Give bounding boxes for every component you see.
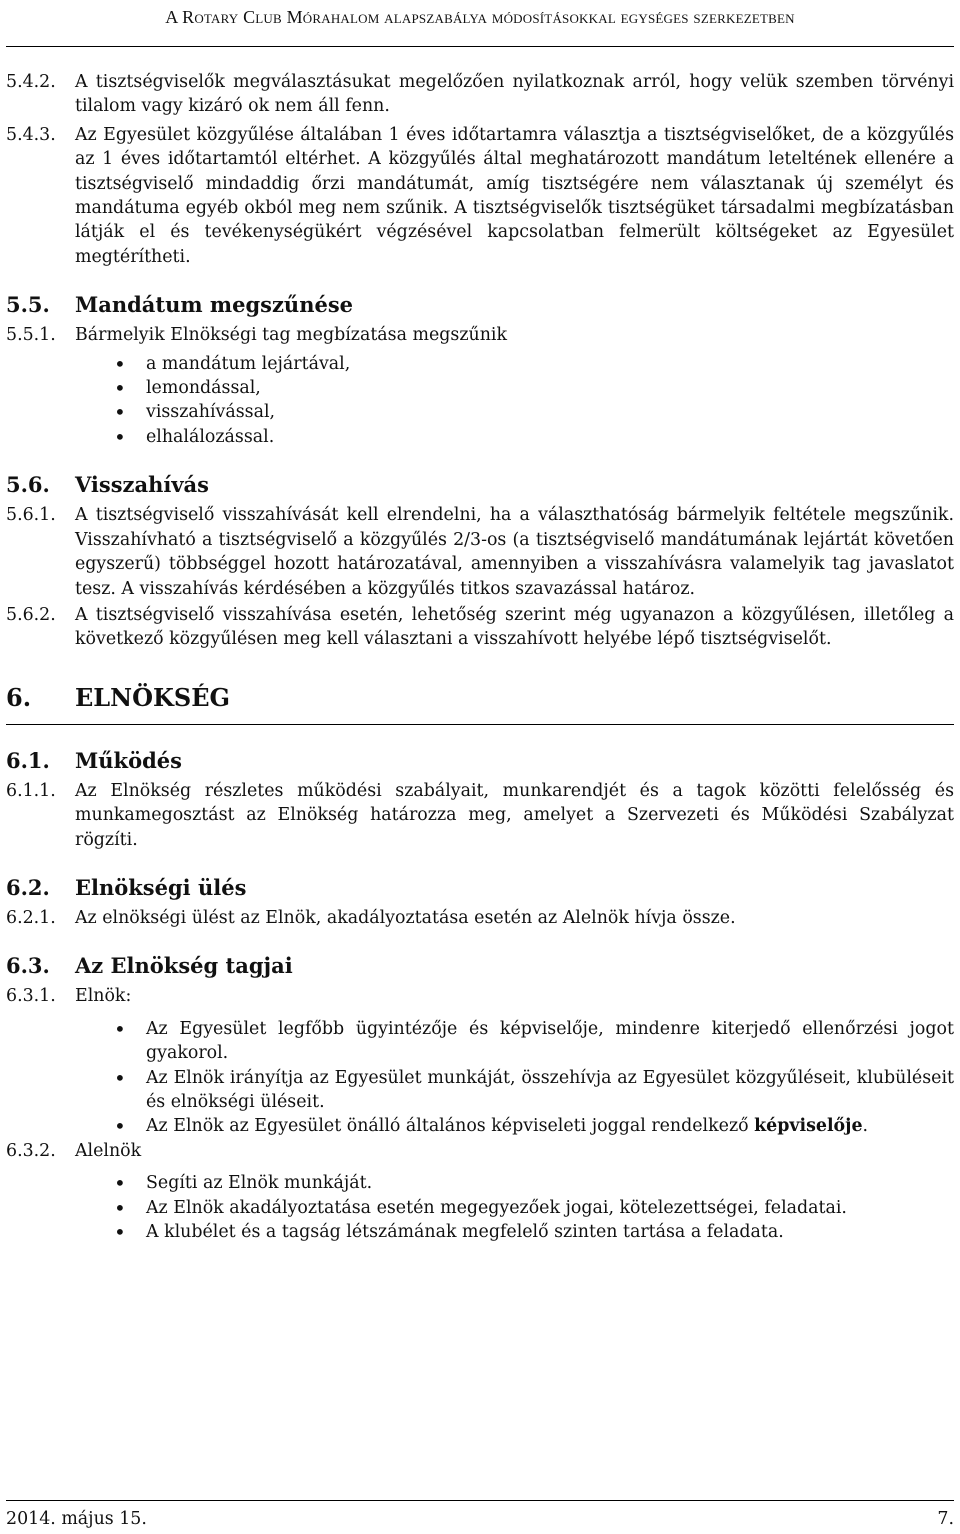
list-item: • lemondással, (114, 376, 954, 400)
heading-6-1 (6, 747, 954, 775)
heading-title: ELNÖKSÉG (75, 682, 230, 712)
paragraph-5-5-1 (6, 323, 954, 347)
heading-6-2 (6, 874, 954, 902)
paragraph-6-1-1 (6, 779, 954, 852)
heading-5-5 (6, 291, 954, 319)
paragraph-text: Alelnök (75, 1140, 142, 1161)
paragraph-text: Az elnökségi ülést az Elnök, akadályoztatása esetén az Alelnök hívja össze. (75, 907, 736, 928)
heading-number: 6. (6, 682, 32, 712)
list-item: • A klubélet és a tagság létszámának megfelelő szinten tartása a feladata. (114, 1220, 954, 1244)
paragraph-number: 5.4.3. (6, 124, 56, 145)
heading-title: Elnökségi ülés (75, 874, 247, 900)
paragraph-text: Az Egyesület közgyűlése általában 1 éves időtartamra választja a tisztségviselőket, de a közgyűlés az 1 éves időtartamtól eltérhet. A közgyűlés által meghatározott mandátum leteltének ellenére a tisztségviselő mindaddig őrzi mandátumát, amíg tisztségére nem választanak új személyt és mandátuma egyéb okból meg nem szűnik. A tisztségviselők tisztségüket társadalmi megbízatásban látják el és tevékenységükért végzésével kapcsolatban felmerült költségeket az Egyesület megtérítheti. (75, 124, 954, 267)
paragraph-text: A tisztségviselő visszahívását kell elrendelni, ha a választhatóság bármelyik feltétele megszűnik. Visszahívható a tisztségviselő a közgyűlés 2/3-os (a tisztségviselő mandátumának lejártát követően egyszerű) többséggel hozott határozatával, amennyiben a visszahívásra valamelyik tag javaslatot tesz. A visszahívás kérdésében a közgyűlés titkos szavazással határoz. (75, 505, 954, 599)
page-header (6, 4, 954, 47)
list-item: • Az Elnök akadályoztatása esetén megegyezőek jogai, kötelezettségei, feladatai. (114, 1196, 954, 1220)
page-number: 7. (937, 1509, 954, 1529)
heading-title: Működés (75, 747, 182, 773)
paragraph-number: 5.4.2. (6, 72, 56, 92)
paragraph-6-2-1 (6, 906, 954, 930)
paragraph-5-6-2 (6, 603, 954, 652)
list-item: • Az Egyesület legfőbb ügyintézője és képviselője, mindenre kiterjedő ellenőrzési jogot gyakorol. (114, 1017, 954, 1066)
heading-title: Mandátum megszűnése (75, 292, 354, 318)
paragraph-text: A tisztségviselő visszahívása esetén, lehetőség szerint még ugyanazon a közgyűlésen, illetőleg a következő közgyűlésen meg kell választani a visszahívott helyébe lépő tisztségviselőt. (75, 604, 954, 650)
paragraph-number: 6.2.1. (6, 907, 56, 928)
chapter-heading-6 (6, 682, 954, 725)
heading-number: 5.6. (6, 472, 50, 498)
heading-number: 6.1. (6, 747, 50, 773)
paragraph-number: 6.3.1. (6, 986, 56, 1007)
header-title: A Rotary Club Mórahalom alapszabálya módosításokkal egységes szerkezetben (165, 7, 795, 27)
page-footer (6, 1500, 954, 1529)
heading-5-6 (6, 471, 954, 499)
heading-number: 5.5. (6, 292, 50, 318)
footer-date: 2014. május 15. (6, 1509, 147, 1529)
paragraph-6-3-2 (6, 1139, 954, 1163)
list-item (114, 1114, 954, 1138)
paragraph-5-4-2 (6, 70, 954, 119)
paragraph-5-4-3 (6, 123, 954, 269)
paragraph-6-3-1 (6, 984, 954, 1008)
list-item: • elhalálozással. (114, 425, 954, 449)
heading-6-3 (6, 952, 954, 980)
heading-title: Az Elnökség tagjai (75, 953, 293, 979)
list-item: • Segíti az Elnök munkáját. (114, 1171, 954, 1195)
bullet-list-president (6, 1017, 954, 1139)
heading-number: 6.3. (6, 953, 50, 979)
list-item-text: Az Elnök az Egyesület önálló általános képviseleti joggal rendelkező (146, 1116, 755, 1137)
list-item-bold-text: képviselője (754, 1116, 863, 1137)
bullet-list-vice-president (6, 1171, 954, 1244)
bullet-list-mandate-end (6, 352, 954, 450)
document-body (6, 70, 954, 1244)
paragraph-text: Bármelyik Elnökségi tag megbízatása megszűnik (75, 325, 507, 346)
list-item: • Az Elnök irányítja az Egyesület munkáját, összehívja az Egyesület közgyűléseit, klubüléseit és elnökségi üléseit. (114, 1066, 954, 1115)
paragraph-number: 5.6.1. (6, 505, 56, 526)
list-item: • a mandátum lejártával, (114, 352, 954, 376)
list-item-text-end: . (862, 1116, 869, 1137)
paragraph-text: A tisztségviselők megválasztásukat megelőzően nyilatkoznak arról, hogy velük szemben törvényi tilalom vagy kizáró ok nem áll fenn. (75, 72, 954, 117)
paragraph-number: 5.5.1. (6, 325, 56, 346)
paragraph-number: 6.3.2. (6, 1140, 56, 1161)
heading-number: 6.2. (6, 874, 50, 900)
paragraph-5-6-1 (6, 503, 954, 601)
paragraph-number: 6.1.1. (6, 780, 56, 801)
heading-title: Visszahívás (75, 472, 209, 498)
list-item: • visszahívással, (114, 400, 954, 424)
paragraph-text: Az Elnökség részletes működési szabályait, munkarendjét és a tagok közötti felelősség és munkamegosztást az Elnökség határozza meg, amelyet a Szervezeti és Működési Szabályzat rögzíti. (75, 780, 954, 850)
paragraph-number: 5.6.2. (6, 604, 56, 625)
paragraph-text: Elnök: (75, 986, 132, 1007)
